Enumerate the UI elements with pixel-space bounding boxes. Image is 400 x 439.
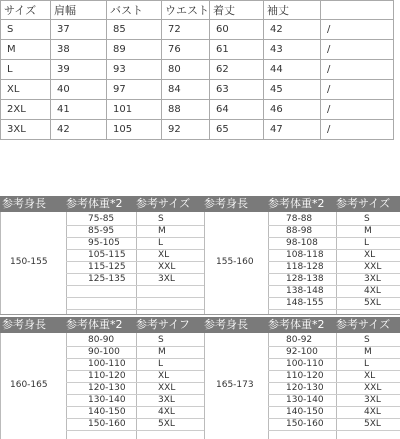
reference-weight-cell: 78-88: [286, 214, 313, 224]
reference-height-label: 155-160: [216, 257, 254, 267]
cell-size: 3XL: [1, 120, 51, 140]
row-divider: [66, 346, 204, 347]
reference-weight-cell: 105-115: [88, 250, 126, 260]
header-length: 着丈: [210, 1, 264, 20]
ref-header-size: 参考サイズ: [336, 318, 391, 331]
reference-weight-cell: 118-128: [286, 262, 324, 272]
ref-header-height: 参考身長: [2, 197, 46, 210]
row-divider: [66, 225, 204, 226]
cell-length: 61: [210, 40, 264, 60]
ref-header-height: 参考身長: [204, 318, 248, 331]
table-row: [1, 80, 394, 100]
row-divider: [66, 249, 204, 250]
size-chart-header-row: [1, 1, 394, 20]
reference-height-label: 160-165: [10, 380, 48, 390]
reference-size-cell: XL: [364, 371, 376, 381]
reference-header-bar: [0, 196, 400, 212]
cell-length: 62: [210, 60, 264, 80]
ref-header-size: 参考サイズ: [336, 197, 391, 210]
cell-shoulder: 39: [51, 60, 107, 80]
ref-header-weight: 参考体重*2: [66, 318, 123, 331]
reference-weight-cell: 130-140: [286, 395, 324, 405]
cell-bust: 97: [107, 80, 162, 100]
row-divider: [66, 309, 204, 310]
column-divider: [66, 212, 67, 314]
header-waist: ウエスト: [162, 1, 210, 20]
cell-length: 64: [210, 100, 264, 120]
cell-size: M: [1, 40, 51, 60]
header-bust: バスト: [107, 1, 162, 20]
column-divider: [66, 333, 67, 439]
column-divider: [268, 212, 269, 314]
cell-sleeve: 47: [264, 120, 321, 140]
reference-weight-cell: 110-120: [88, 371, 126, 381]
reference-block-2: [0, 317, 400, 439]
reference-size-cell: M: [364, 347, 372, 357]
row-divider: [66, 406, 204, 407]
reference-size-cell: 5XL: [364, 298, 381, 308]
column-divider: [336, 333, 337, 439]
cell-shoulder: 42: [51, 120, 107, 140]
table-row: [1, 100, 394, 120]
row-divider: [66, 382, 204, 383]
reference-size-cell: XL: [364, 250, 376, 260]
reference-size-cell: XXL: [364, 383, 382, 393]
reference-weight-cell: 130-140: [88, 395, 126, 405]
column-divider: [336, 212, 337, 314]
reference-size-cell: XXL: [158, 262, 176, 272]
reference-weight-cell: 85-95: [88, 226, 115, 236]
reference-weight-cell: 128-138: [286, 274, 324, 284]
reference-weight-cell: 150-160: [88, 419, 126, 429]
reference-size-cell: 4XL: [158, 407, 175, 417]
reference-size-cell: S: [364, 214, 370, 224]
row-divider: [268, 309, 400, 310]
cell-length: 63: [210, 80, 264, 100]
row-divider: [268, 430, 400, 431]
reference-size-cell: S: [158, 214, 164, 224]
reference-size-cell: L: [158, 359, 164, 369]
ref-header-weight: 参考体重*2: [268, 197, 325, 210]
ref-header-weight: 参考体重*2: [268, 318, 325, 331]
reference-size-cell: XXL: [364, 262, 382, 272]
reference-size-cell: XL: [158, 371, 170, 381]
cell-sleeve: 44: [264, 60, 321, 80]
cell-bust: 101: [107, 100, 162, 120]
row-divider: [66, 237, 204, 238]
reference-weight-cell: 150-160: [286, 419, 324, 429]
reference-weight-cell: 120-130: [286, 383, 324, 393]
cell-waist: 92: [162, 120, 210, 140]
reference-weight-cell: 120-130: [88, 383, 126, 393]
row-divider: [66, 370, 204, 371]
cell-sleeve: 42: [264, 20, 321, 40]
reference-size-cell: 5XL: [364, 419, 381, 429]
reference-size-cell: L: [158, 238, 164, 248]
reference-weight-cell: 75-85: [88, 214, 115, 224]
reference-weight-cell: 98-108: [286, 238, 318, 248]
column-divider: [204, 212, 205, 314]
cell-waist: 72: [162, 20, 210, 40]
ref-header-weight: 参考体重*2: [66, 197, 123, 210]
cell-waist: 80: [162, 60, 210, 80]
reference-size-cell: 3XL: [364, 395, 381, 405]
cell-shoulder: 37: [51, 20, 107, 40]
reference-size-cell: L: [364, 359, 370, 369]
row-divider: [66, 430, 204, 431]
row-divider: [66, 297, 204, 298]
cell-bust: 93: [107, 60, 162, 80]
column-divider: [136, 212, 137, 314]
reference-weight-cell: 100-110: [286, 359, 324, 369]
reference-weight-cell: 100-110: [88, 359, 126, 369]
cell-size: S: [1, 20, 51, 40]
cell-size: 2XL: [1, 100, 51, 120]
header-size: サイズ: [1, 1, 51, 20]
row-divider: [66, 418, 204, 419]
cell-sleeve: 45: [264, 80, 321, 100]
row-divider: [66, 285, 204, 286]
table-row: [1, 40, 394, 60]
cell-shoulder: 40: [51, 80, 107, 100]
ref-header-height: 参考身長: [2, 318, 46, 331]
cell-size: L: [1, 60, 51, 80]
header-sleeve: 袖丈: [264, 1, 321, 20]
reference-weight-cell: 140-150: [286, 407, 324, 417]
cell-sleeve: 46: [264, 100, 321, 120]
cell-extra: /: [321, 60, 394, 80]
column-divider: [0, 333, 1, 439]
header-blank: [321, 1, 394, 20]
reference-size-cell: XXL: [158, 383, 176, 393]
row-divider: [66, 358, 204, 359]
reference-size-cell: S: [364, 335, 370, 345]
reference-weight-cell: 108-118: [286, 250, 324, 260]
ref-header-size: 参考サイフ: [136, 318, 190, 331]
reference-weight-cell: 80-92: [286, 335, 313, 345]
reference-size-cell: 3XL: [158, 274, 175, 284]
size-chart-table: [0, 0, 394, 140]
reference-size-cell: 3XL: [364, 274, 381, 284]
ref-header-height: 参考身長: [204, 197, 248, 210]
column-divider: [136, 333, 137, 439]
row-divider: [66, 261, 204, 262]
cell-waist: 88: [162, 100, 210, 120]
reference-height-label: 165-173: [216, 380, 254, 390]
table-row: [1, 120, 394, 140]
reference-size-cell: L: [364, 238, 370, 248]
cell-shoulder: 38: [51, 40, 107, 60]
reference-weight-cell: 140-150: [88, 407, 126, 417]
reference-weight-cell: 138-148: [286, 286, 324, 296]
reference-weight-cell: 88-98: [286, 226, 313, 236]
cell-shoulder: 41: [51, 100, 107, 120]
reference-size-cell: M: [364, 226, 372, 236]
reference-weight-cell: 80-90: [88, 335, 115, 345]
reference-weight-cell: 115-125: [88, 262, 126, 272]
cell-length: 65: [210, 120, 264, 140]
reference-body: [0, 212, 400, 314]
header-shoulder: 肩幅: [51, 1, 107, 20]
row-divider: [66, 273, 204, 274]
reference-size-cell: XL: [158, 250, 170, 260]
cell-extra: /: [321, 20, 394, 40]
reference-size-cell: 3XL: [158, 395, 175, 405]
reference-size-cell: M: [158, 226, 166, 236]
reference-weight-cell: 148-155: [286, 298, 324, 308]
table-row: [1, 60, 394, 80]
cell-extra: /: [321, 80, 394, 100]
cell-waist: 76: [162, 40, 210, 60]
reference-weight-cell: 110-120: [286, 371, 324, 381]
cell-extra: /: [321, 120, 394, 140]
column-divider: [204, 333, 205, 439]
reference-weight-cell: 92-100: [286, 347, 318, 357]
divider: [0, 314, 400, 315]
cell-sleeve: 43: [264, 40, 321, 60]
reference-size-cell: 4XL: [364, 286, 381, 296]
cell-extra: /: [321, 40, 394, 60]
row-divider: [66, 394, 204, 395]
reference-height-label: 150-155: [10, 257, 48, 267]
ref-header-size: 参考サイズ: [136, 197, 191, 210]
table-row: [1, 20, 394, 40]
reference-weight-cell: 125-135: [88, 274, 126, 284]
reference-size-cell: M: [158, 347, 166, 357]
cell-size: XL: [1, 80, 51, 100]
cell-extra: /: [321, 100, 394, 120]
reference-size-cell: S: [158, 335, 164, 345]
reference-size-cell: 4XL: [364, 407, 381, 417]
cell-bust: 85: [107, 20, 162, 40]
column-divider: [0, 212, 1, 314]
column-divider: [268, 333, 269, 439]
reference-block-1: [0, 196, 400, 314]
reference-weight-cell: 90-100: [88, 347, 120, 357]
cell-length: 60: [210, 20, 264, 40]
cell-waist: 84: [162, 80, 210, 100]
reference-body: [0, 333, 400, 439]
reference-header-bar: [0, 317, 400, 333]
reference-size-cell: 5XL: [158, 419, 175, 429]
cell-bust: 89: [107, 40, 162, 60]
reference-weight-cell: 95-105: [88, 238, 120, 248]
cell-bust: 105: [107, 120, 162, 140]
